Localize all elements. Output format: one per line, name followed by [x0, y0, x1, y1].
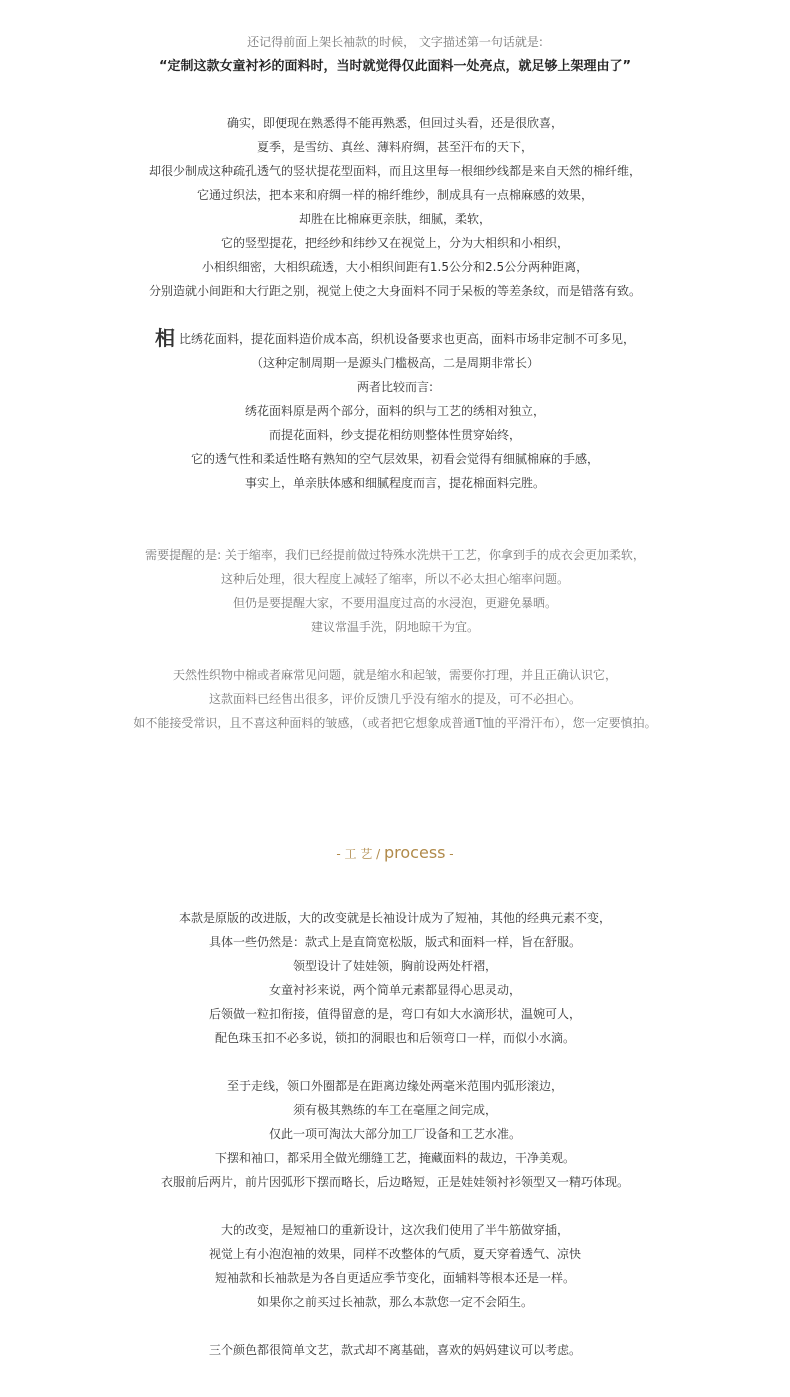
process-line: 三个颜色都很简单文艺，款式却不离基础，喜欢的妈妈建议可以考虑。: [208, 1343, 581, 1357]
process-line: 衣服前后两片，前片因弧形下摆而略长，后边略短，正是娃娃领衬衫领型又一精巧体现。: [160, 1175, 629, 1189]
process-line: 须有极其熟练的车工在毫厘之间完成，: [292, 1103, 497, 1117]
process-line: 后领做一粒扣衔接，值得留意的是，弯口有如大水滴形状，温婉可人，: [208, 1007, 581, 1021]
compare-lead-char: 相: [154, 326, 175, 350]
fabric-line: 夏季，是雪纺、真丝、薄料府绸，甚至汗布的天下，: [256, 140, 533, 154]
fabric-line: 分别造就小间距和大行距之别，视觉上使之大身面料不同于呆板的等差条纹，而是错落有致。: [148, 284, 641, 298]
fabric-line: 却很少制成这种疏孔透气的竖状提花型面料，而且这里每一根细纱线都是来自天然的棉纤维，: [148, 164, 641, 178]
process-line: 领型设计了娃娃领，胸前设两处杆褶，: [292, 959, 497, 973]
process-line: 大的改变，是短袖口的重新设计，这次我们使用了半牛筋做穿插，: [220, 1223, 569, 1237]
fabric-line: 它的竖型提花，把经纱和纬纱又在视觉上，分为大相织和小相织，: [220, 236, 569, 250]
natural-line: 如不能接受常识，且不喜这种面料的皱感，（或者把它想象成普通T恤的平滑汗布），您一定要慎拍。: [133, 716, 657, 730]
natural-line: 天然性织物中棉或者麻常见问题，就是缩水和起皱，需要你打理，并且正确认识它，: [172, 668, 617, 682]
process-line: 女童衬衫来说，两个简单元素都显得心思灵动，: [268, 983, 521, 997]
fabric-line: 小相织细密，大相织疏透，大小相织间距有1.5公分和2.5公分两种距离，: [201, 260, 589, 274]
process-line: 短袖款和长袖款是为各自更适应季节变化，面辅料等根本还是一样。: [214, 1271, 575, 1285]
natural-line: 这款面料已经售出很多，评价反馈几乎没有缩水的提及，可不必担心。: [208, 692, 581, 706]
fabric-line: 它通过织法，把本来和府绸一样的棉纤维纱，制成具有一点棉麻感的效果，: [196, 188, 593, 202]
fabric-line: 却胜在比棉麻更亲肤，细腻，柔软，: [298, 212, 491, 226]
compare-line: 两者比较而言:: [356, 380, 434, 394]
process-line: 如果你之前买过长袖款，那么本款您一定不会陌生。: [256, 1295, 533, 1309]
fabric-line: 确实，即便现在熟悉得不能再熟悉，但回过头看，还是很欣喜，: [226, 116, 563, 130]
section-title-latin: process: [384, 843, 446, 862]
process-line: 下摆和袖口，都采用全做光绷缝工艺，掩藏面料的裁边，干净美观。: [214, 1151, 575, 1165]
process-line: 仅此一项可淘汰大部分加工厂设备和工艺水准。: [268, 1127, 521, 1141]
intro-line: 还记得前面上架长袖款的时候， 文字描述第一句话就是:: [247, 35, 543, 49]
compare-first-text: 比绣花面料，提花面料造价成本高，织机设备要求也更高，面料市场非定制不可多见，: [178, 332, 635, 346]
intro-quote: “定制这款女童衬衫的面料时，当时就觉得仅此面料一处亮点，就足够上架理由了”: [158, 59, 632, 74]
process-line: 具体一些仍然是：款式上是直筒宽松版，版式和面料一样，旨在舒服。: [208, 935, 581, 949]
compare-first-line: [0, 328, 790, 349]
process-line: 视觉上有小泡泡袖的效果，同样不改整体的气质，夏天穿着透气、凉快: [208, 1247, 581, 1261]
process-line: 配色珠玉扣不必多说，锁扣的洞眼也和后领弯口一样，而似小水滴。: [214, 1031, 575, 1045]
compare-line: 而提花面料，纱支提花相纺则整体性贯穿始终，: [268, 428, 521, 442]
compare-line: 绣花面料原是两个部分，面料的织与工艺的绣相对独立，: [244, 404, 545, 418]
section-title: [0, 843, 790, 864]
reminder-line: 这种后处理，很大程度上减轻了缩率，所以不必太担心缩率问题。: [220, 572, 569, 586]
process-line: 至于走线，领口外圈都是在距离边缘处两毫米范围内弧形滚边，: [226, 1079, 563, 1093]
reminder-line: 建议常温手洗，阴地晾干为宜。: [310, 620, 479, 634]
reminder-line: 但仍是要提醒大家，不要用温度过高的水浸泡，更避免暴晒。: [232, 596, 557, 610]
compare-line: （这种定制周期一是源头门槛极高，二是周期非常长）: [250, 356, 539, 370]
compare-line: 它的透气性和柔适性略有熟知的空气层效果，初看会觉得有细腻棉麻的手感，: [190, 452, 599, 466]
section-title-suffix: -: [445, 847, 454, 861]
process-line: 本款是原版的改进版，大的改变就是长袖设计成为了短袖，其他的经典元素不变，: [178, 911, 611, 925]
reminder-line: 需要提醒的是: 关于缩率，我们已经提前做过特殊水洗烘干工艺，你拿到手的成衣会更加柔软，: [145, 548, 645, 562]
section-title-prefix: - 工 艺 /: [336, 847, 384, 861]
compare-line: 事实上，单亲肤体感和细腻程度而言，提花棉面料完胜。: [244, 476, 545, 490]
